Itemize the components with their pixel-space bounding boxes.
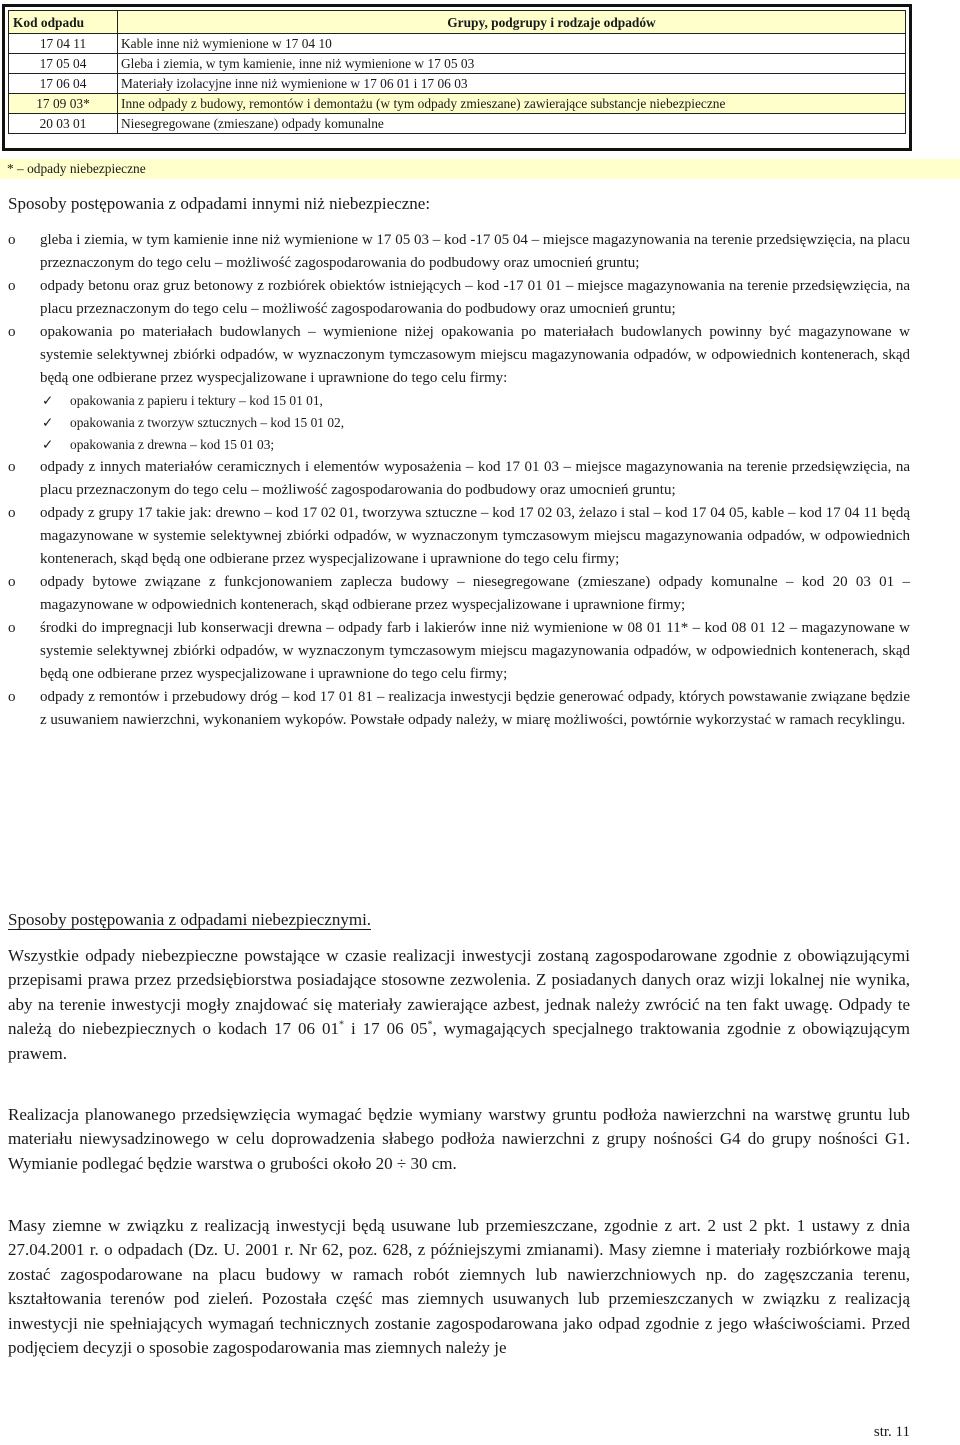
list-item-text: odpady betonu oraz gruz betonowy z rozbiórek obiektów istniejących – kod -17 01 01 – miejsce magazynowania na terenie przedsięwzięcia, na placu przeznaczonym do tego celu – możliwość zagospodarowania do podbudowy oraz umocnień gruntu; — [40, 278, 910, 317]
bullet-icon: o — [8, 232, 16, 248]
check-item-text: opakowania z papieru i tektury – kod 15 01 01, — [70, 393, 323, 408]
waste-code-table — [8, 10, 906, 134]
table-row — [9, 74, 906, 94]
check-item — [42, 434, 910, 456]
bullet-icon: o — [8, 574, 16, 590]
bullet-icon: o — [8, 505, 16, 521]
list-item — [8, 502, 910, 571]
section-title-non-hazardous: Sposoby postępowania z odpadami innymi niż niebezpieczne: — [8, 194, 431, 213]
header-description: Grupy, podgrupy i rodzaje odpadów — [118, 11, 906, 34]
waste-description: Materiały izolacyjne inne niż wymienione w 17 06 01 i 17 06 03 — [118, 74, 906, 94]
table-row — [9, 54, 906, 74]
table-legend: * – odpady niebezpieczne — [0, 159, 960, 179]
header-code: Kod odpadu — [9, 11, 118, 34]
waste-description: Gleba i ziemia, w tym kamienie, inne niż wymienione w 17 05 03 — [118, 54, 906, 74]
list-item-text: odpady z innych materiałów ceramicznych i elementów wyposażenia – kod 17 01 03 – miejsce magazynowania na terenie przedsięwzięcia, na placu przeznaczonym do tego celu – możliwość zagospodarowania do podbudowy oraz umocnień gruntu; — [40, 459, 910, 498]
section-title-hazardous — [8, 909, 371, 931]
table-row — [9, 114, 906, 134]
page-number: str. 11 — [873, 1424, 910, 1440]
waste-description: Inne odpady z budowy, remontów i demontażu (w tym odpady zmieszane) zawierające substancje niebezpieczne — [118, 94, 906, 114]
check-item-text: opakowania z tworzyw sztucznych – kod 15 01 02, — [70, 415, 345, 430]
waste-code: 17 05 04 — [9, 54, 118, 74]
list-item-text: środki do impregnacji lub konserwacji drewna – odpady farb i lakierów inne niż wymienione w 08 01 11* – kod 08 01 12 – magazynowane w systemie selektywnej zbiórki odpadów, w wyznaczonym tymczasowym miejscu magazynowania odpadów, w odpowiednich kontenerach, skąd będą one odbierane przez wyspecjalizowane i uprawnione do tego celu firmy; — [40, 620, 910, 682]
para1-text-after: , wymagających specjalnego traktowania zgodnie z obowiązującym prawem. — [8, 1019, 910, 1063]
list-item-text: opakowania po materiałach budowlanych – wymienione niżej opakowania po materiałach budowlanych powinny być magazynowane w systemie selektywnej zbiórki odpadów, w wyznaczonym tymczasowym miejscu magazynowania odpadów, w odpowiednich kontenerach, skąd będą one odbierane przez wyspecjalizowane i uprawnione do tego celu firmy: — [40, 324, 910, 386]
waste-handling-list — [8, 229, 910, 732]
list-item-text: gleba i ziemia, w tym kamienie inne niż wymienione w 17 05 03 – kod -17 05 04 – miejsce magazynowania na terenie przedsięwzięcia, na placu przeznaczonym do tego celu – możliwość zagospodarowania do podbudowy oraz umocnień gruntu; — [40, 232, 910, 271]
table-row — [9, 34, 906, 54]
table-header-row — [9, 11, 906, 34]
list-item — [8, 571, 910, 617]
bullet-icon: o — [8, 459, 16, 475]
list-item-text: odpady z remontów i przebudowy dróg – kod 17 01 81 – realizacja inwestycji będzie generować odpady, których powstawanie związane będzie z usuwaniem nawierzchni, wykonaniem wykopów. Powstałe odpady należy, w miarę możliwości, powtórnie wykorzystać w ramach recyklingu. — [40, 689, 910, 728]
waste-code: 17 09 03* — [9, 94, 118, 114]
para1-text-before: Wszystkie odpady niebezpieczne powstające w czasie realizacji inwestycji zostaną zagospodarowane zgodnie z obowiązującymi przepisami prawa przez przedsiębiorstwa posiadające stosowne zezwolenia. Z posiadanych danych oraz wizji lokalnej nie wynika, aby na terenie inwestycji mogły znajdować się materiały zawierające azbest, jednak należy zwrócić na ten fakt uwagę. Odpady te należą do niebezpiecznych o kodach 17 06 01 — [8, 946, 910, 1039]
list-item — [8, 275, 910, 321]
packaging-checklist — [8, 390, 910, 456]
asterisk-footnote: * — [427, 1019, 433, 1031]
asterisk-footnote: * — [338, 1019, 344, 1031]
check-item — [42, 412, 910, 434]
checkmark-icon: ✓ — [42, 393, 54, 408]
list-item-text: odpady bytowe związane z funkcjonowaniem zaplecza budowy – niesegregowane (zmieszane) odpady komunalne – kod 20 03 01 – magazynowane w odpowiednich kontenerach, skąd odbierane przez wyspecjalizowane i uprawnione firmy; — [40, 574, 910, 613]
bullet-icon: o — [8, 620, 16, 636]
bullet-icon: o — [8, 689, 16, 705]
paragraph-soil-replacement: Realizacja planowanego przedsięwzięcia wymagać będzie wymiany warstwy gruntu podłoża nawierzchni na warstwę gruntu lub materiału niewysadzinowego w celu doprowadzenia słabego podłoża nawierzchni z grupy nośności G4 do grupy nośności G1. Wymianie podlegać będzie warstwa o grubości około 20 ÷ 30 cm. — [8, 1105, 910, 1173]
list-item — [8, 456, 910, 502]
waste-code-table-frame — [2, 4, 912, 151]
waste-description: Niesegregowane (zmieszane) odpady komunalne — [118, 114, 906, 134]
check-item — [42, 390, 910, 412]
waste-code: 17 06 04 — [9, 74, 118, 94]
paragraph-hazardous-waste — [8, 944, 910, 1066]
section-title-hazardous-text: Sposoby postępowania z odpadami niebezpiecznymi. — [8, 910, 372, 929]
waste-description: Kable inne niż wymienione w 17 04 10 — [118, 34, 906, 54]
paragraph-earth-masses: Masy ziemne w związku z realizacją inwestycji będą usuwane lub przemieszczane, zgodnie z art. 2 ust 2 pkt. 1 ustawy z dnia 27.04.2001 r. o odpadach (Dz. U. 2001 r. Nr 62, poz. 628, z późniejszymi zmianami). Masy ziemne i materiały rozbiórkowe mają zostać zagospodarowane na placu budowy w ramach robót ziemnych lub nawierzchniowych np. do zagęszczania terenu, kształtowania terenów pod zieleń. Pozostała część mas ziemnych usuwanych lub przemieszczanych w związku z realizacją inwestycji nie spełniających wymagań technicznych zostanie zagospodarowana jako odpad zgodnie z jego właściwościami. Przed podjęciem decyzji o sposobie zagospodarowania mas ziemnych należy je — [8, 1216, 910, 1358]
list-item — [8, 686, 910, 732]
waste-code: 20 03 01 — [9, 114, 118, 134]
bullet-icon: o — [8, 278, 16, 294]
waste-code: 17 04 11 — [9, 34, 118, 54]
list-item — [8, 321, 910, 390]
checkmark-icon: ✓ — [42, 415, 54, 430]
bullet-icon: o — [8, 324, 16, 340]
para1-text-middle: i 17 06 05 — [343, 1019, 428, 1039]
table-row-hazardous — [9, 94, 906, 114]
list-item — [8, 617, 910, 686]
list-item — [8, 229, 910, 275]
checkmark-icon: ✓ — [42, 437, 54, 452]
check-item-text: opakowania z drewna – kod 15 01 03; — [70, 437, 275, 452]
list-item-text: odpady z grupy 17 takie jak: drewno – kod 17 02 01, tworzywa sztuczne – kod 17 02 03, żelazo i stal – kod 17 04 05, kable – kod 17 04 11 będą magazynowane w systemie selektywnej zbiórki odpadów, w wyznaczonym tymczasowym miejscu magazynowania odpadów, w odpowiednich kontenerach, skąd będą one odbierane przez wyspecjalizowane i uprawnione do tego celu firmy; — [40, 505, 910, 567]
